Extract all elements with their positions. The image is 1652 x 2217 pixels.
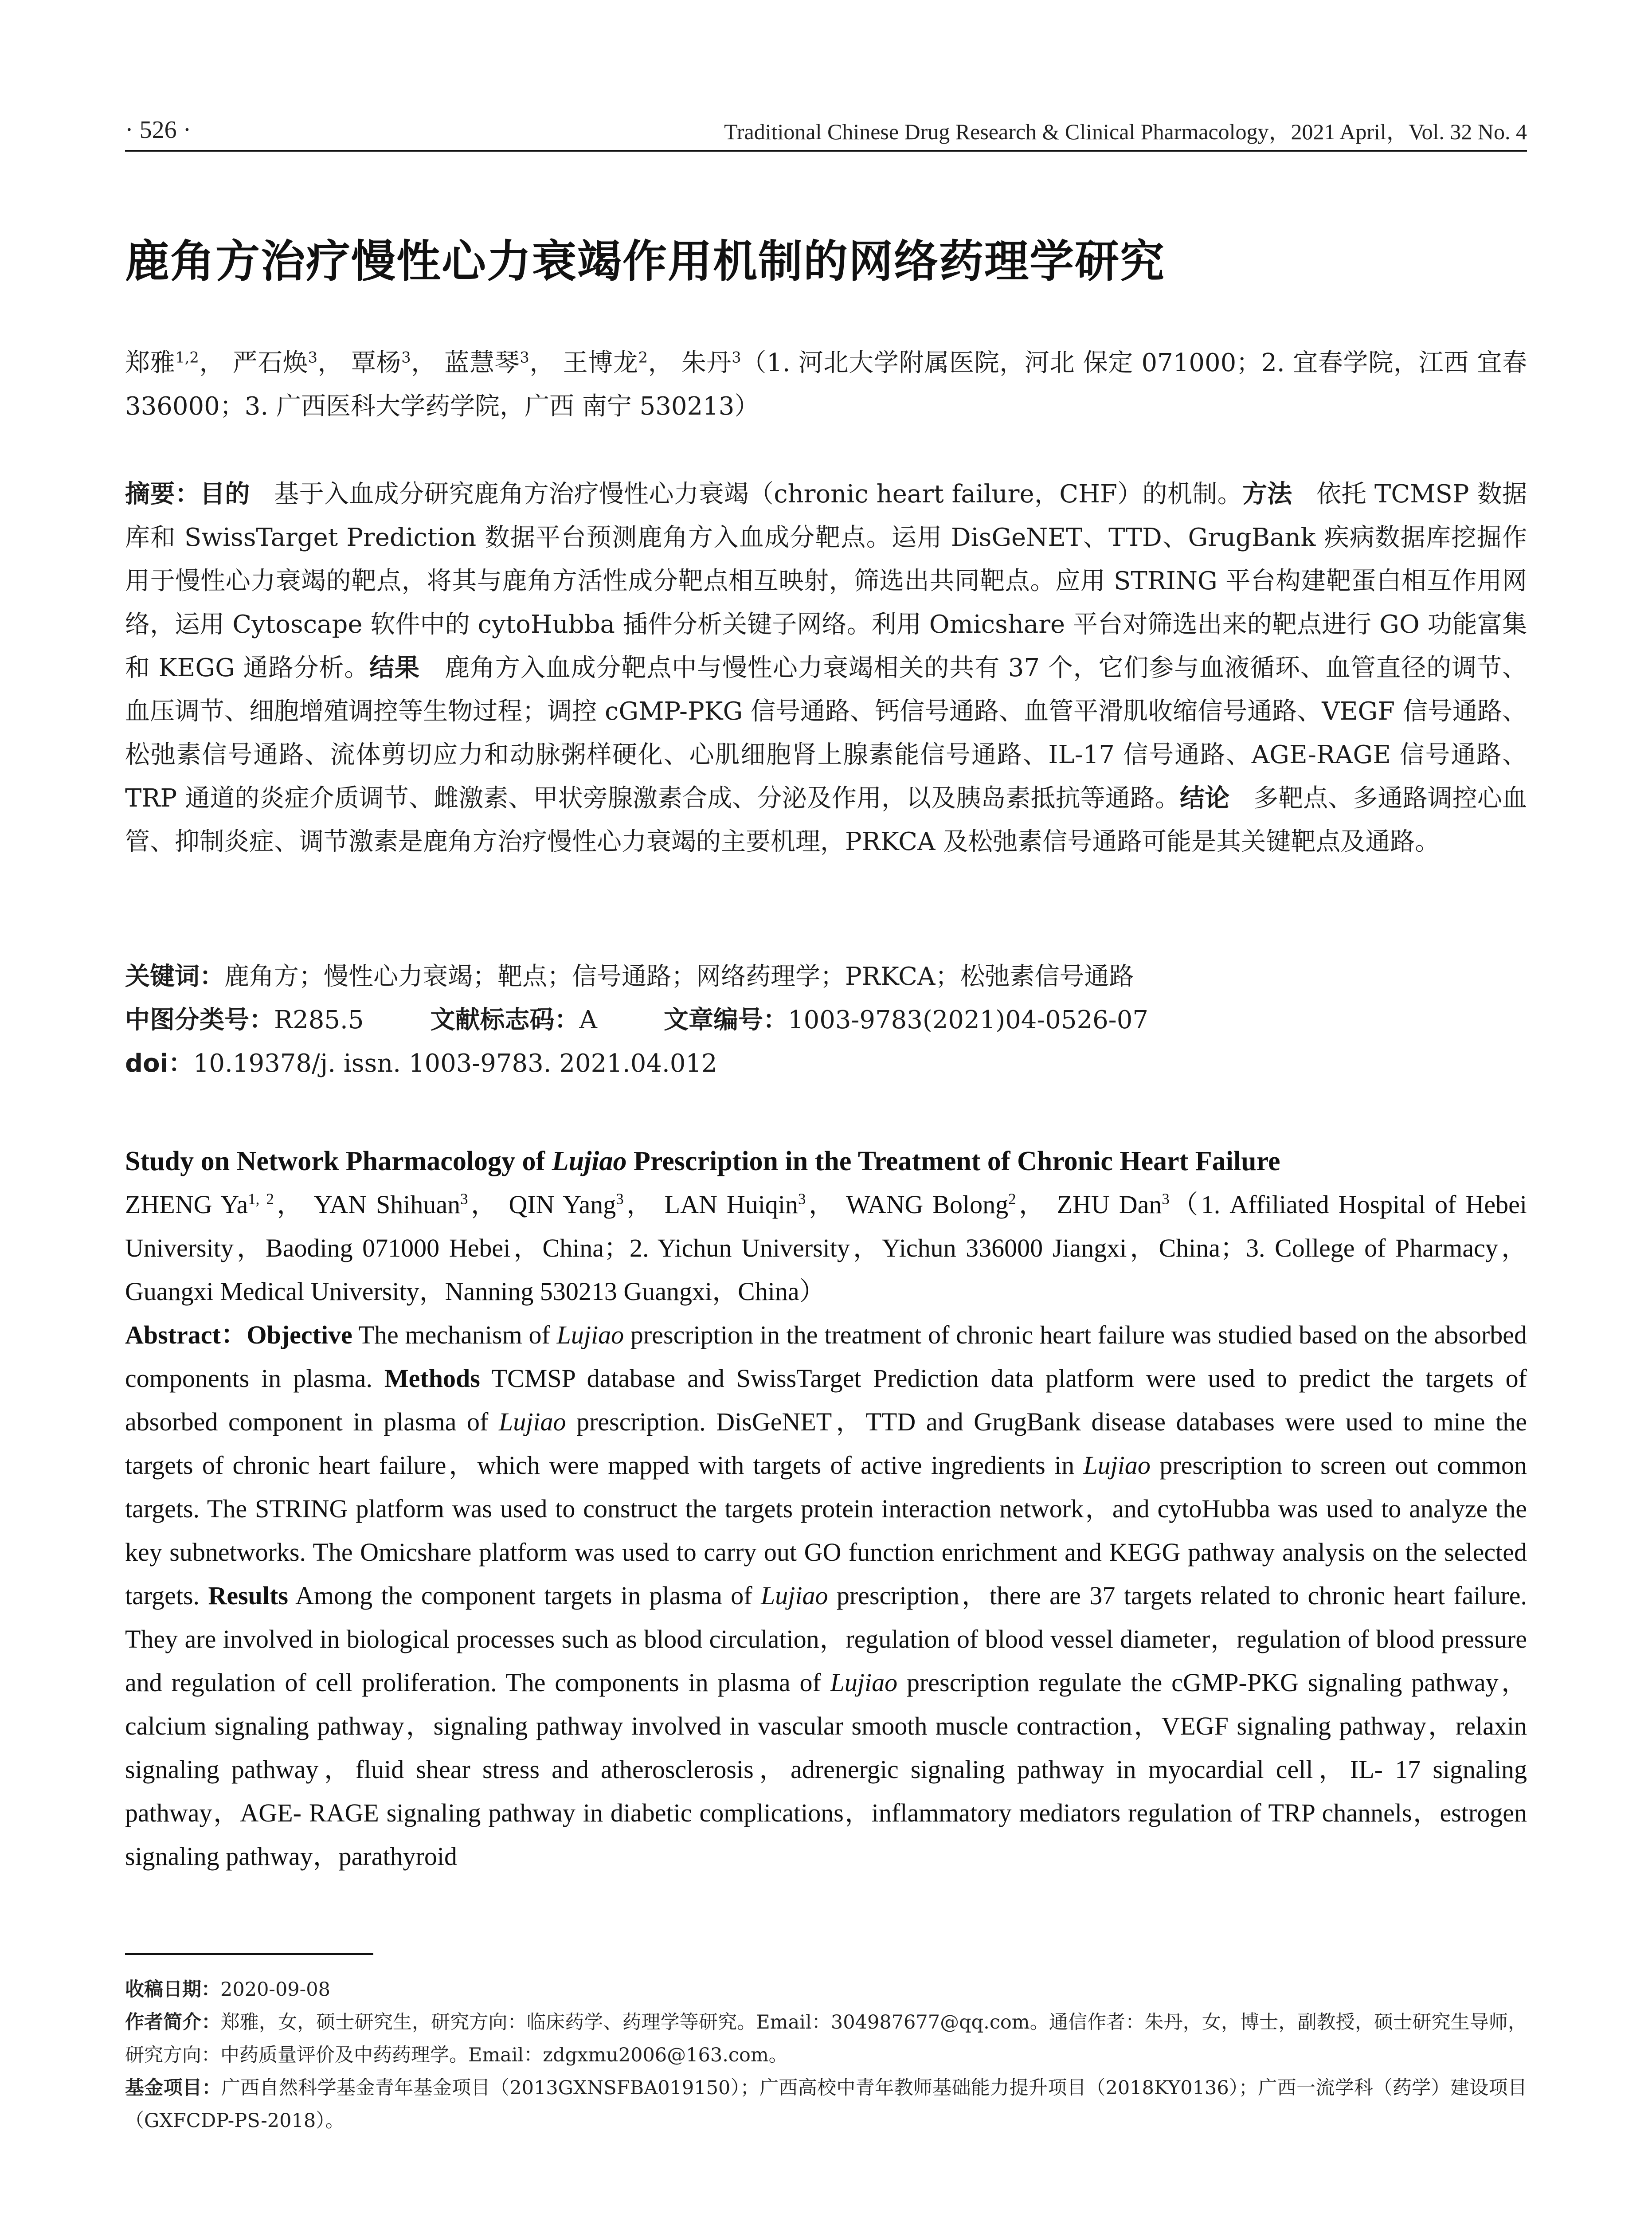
author-name: WANG Bolong	[846, 1190, 1009, 1219]
received-label: 收稿日期：	[125, 1978, 220, 2001]
results-text-en: Among the component targets in plasma of	[288, 1581, 761, 1610]
author-name: 郑雅	[125, 349, 176, 377]
lujiao-term: Lujiao	[556, 1320, 624, 1349]
abstract-cn	[125, 473, 1527, 864]
lujiao-term: Lujiao	[1083, 1451, 1151, 1480]
author-affiliation-mark: 3	[460, 1190, 468, 1208]
journal-citation: Traditional Chinese Drug Research & Clinical Pharmacology，2021 April，Vol. 32 No. 4	[724, 119, 1527, 144]
objective-text-en: prescription in the treatment of chronic heart failure was studied based on the absorbed components in plasma.	[125, 1320, 1527, 1393]
article-number	[664, 999, 1148, 1042]
article-number-label: 文章编号：	[663, 1006, 788, 1034]
keywords-text: 鹿角方；慢性心力衰竭；靶点；信号通路；网络药理学；PRKCA；松弛素信号通路	[224, 962, 1134, 991]
affiliations-cn: （1. 河北大学附属医院，河北 保定 071000；2. 宜春学院，江西 宜春 336000；3. 广西医科大学药学院，广西 南宁 530213）	[125, 349, 1527, 421]
title-en-part: Prescription in the Treatment of Chronic Heart Failure	[626, 1146, 1280, 1176]
author-bio-label: 作者简介：	[125, 2011, 221, 2033]
methods-label-en: Methods	[384, 1364, 480, 1393]
author-name: ZHU Dan	[1057, 1190, 1162, 1219]
methods-text-en: prescription. DisGeNET，TTD and GrugBank disease databases were used to mine the targets of chronic heart failure，which were mapped with targets of active ingredients in	[125, 1407, 1527, 1480]
funding-text: 广西自然科学基金青年基金项目（2013GXNSFBA019150）；广西高校中青年教师基础能力提升项目（2018KY0136）；广西一流学科（药学）建设项目（GXFCDP-PS-2018）。	[125, 2077, 1527, 2132]
author-affiliation-mark: 1, 2	[248, 1190, 274, 1208]
lujiao-term: Lujiao	[760, 1581, 828, 1610]
clc-value: R285.5	[274, 1006, 364, 1034]
footnotes	[125, 1973, 1527, 2137]
running-header	[125, 114, 1527, 145]
author-affiliation-mark: 1,2	[175, 349, 199, 366]
doi-label: doi：	[125, 1049, 193, 1078]
author-affiliation-mark: 3	[732, 349, 741, 366]
document-code	[430, 999, 597, 1042]
keywords-cn	[125, 955, 1527, 999]
author-bio	[125, 2006, 1527, 2072]
author-name: 严石焕	[232, 349, 308, 377]
funding-label: 基金项目：	[125, 2077, 221, 2099]
methods-text: 依托 TCMSP 数据库和 SwissTarget Prediction 数据平台预测鹿角方入血成分靶点。运用 DisGeNET、TTD、GrugBank 疾病数据库挖掘作用于慢性心力衰竭的靶点，将其与鹿角方活性成分靶点相互映射，筛选出共同靶点。应用 STRING 平台构建靶蛋白相互作用网络，运用 Cytoscape 软件中的 cytoHubba 插件分析关键子网络。利用 Omicshare 平台对筛选出来的靶点进行 GO 功能富集和 KEGG 通路分析。	[125, 480, 1527, 682]
clc-number	[125, 999, 364, 1042]
abstract-en	[125, 1313, 1527, 1878]
classification-line	[125, 999, 1527, 1042]
author-name: 蓝慧琴	[444, 349, 520, 377]
methods-text-en: TCMSP database and SwissTarget Prediction data platform were used to predict the targets of absorbed component in plasma of	[125, 1364, 1527, 1436]
author-affiliation-mark: 3	[401, 349, 411, 366]
results-text-en: prescription regulate the cGMP-PKG signaling pathway，calcium signaling pathway，signaling pathway involved in vascular smooth muscle contraction，VEGF signaling pathway，relaxin signaling pathway，fluid shear stress and atherosclerosis，adrenergic signaling pathway in myocardial cell，IL- 17 signaling pathway，AGE- RAGE signaling pathway in diabetic complications，inflammatory mediators regulation of TRP channels，estrogen signaling pathway，parathyroid	[125, 1668, 1527, 1871]
article-title-en	[125, 1140, 1527, 1183]
article-title-cn: 鹿角方治疗慢性心力衰竭作用机制的网络药理学研究	[125, 235, 1165, 287]
keywords-label: 关键词：	[125, 962, 224, 991]
page-number: · 526 ·	[125, 116, 192, 144]
footnote-rule	[125, 1953, 373, 1955]
author-affiliation-mark: 3	[520, 349, 529, 366]
author-name: 朱丹	[681, 349, 732, 377]
header-rule	[125, 150, 1527, 152]
document-code-value: A	[579, 1006, 597, 1034]
objective-label-en: Objective	[247, 1320, 352, 1349]
results-text: 鹿角方入血成分靶点中与慢性心力衰竭相关的共有 37 个，它们参与血液循环、血管直径的调节、血压调节、细胞增殖调控等生物过程；调控 cGMP-PKG 信号通路、钙信号通路、血管平滑肌收缩信号通路、VEGF 信号通路、松弛素信号通路、流体剪切应力和动脉粥样硬化、心肌细胞肾上腺素能信号通路、IL-17 信号通路、AGE-RAGE 信号通路、TRP 通道的炎症介质调节、雌激素、甲状旁腺激素合成、分泌及作用，以及胰岛素抵抗等通路。	[125, 654, 1527, 813]
authors-cn: 郑雅$^{1,2}$， 严石焕$^3$， 覃杨$^3$， 蓝慧琴$^3$， 王博龙$^2$， 朱丹$^3$（1. 河北大学附属医院，河北 保定 071000；2. 宜春学院，江西 宜春 336000；3. 广西医科大学药学院，广西 南宁 530213）	[125, 349, 1527, 421]
methods-label: 方法	[1242, 480, 1292, 509]
results-label: 结果	[369, 654, 420, 682]
author-affiliation-mark: 3	[798, 1190, 806, 1208]
results-label-en: Results	[208, 1581, 288, 1610]
methods-text-en: prescription to screen out common targets. The STRING platform was used to construct the targets protein interaction network，and cytoHubba was used to analyze the key subnetworks. The Omicshare platform was used to carry out GO function enrichment and KEGG pathway analysis on the selected targets.	[125, 1451, 1527, 1610]
received-value: 2020-09-08	[220, 1978, 330, 2001]
author-name: ZHENG Ya	[125, 1190, 248, 1219]
author-affiliation-mark: 3	[616, 1190, 624, 1208]
conclusion-text: 多靶点、多通路调控心血管、抑制炎症、调节激素是鹿角方治疗慢性心力衰竭的主要机理，PRKCA 及松弛素信号通路可能是其关键靶点及通路。	[125, 784, 1527, 856]
objective-text-en: The mechanism of	[352, 1320, 557, 1349]
objective-label: 目的	[200, 480, 250, 509]
author-name: YAN Shihuan	[313, 1190, 461, 1219]
conclusion-label: 结论	[1180, 784, 1230, 813]
author-affiliation-mark: 2	[1008, 1190, 1016, 1208]
authors-en: ZHENG Ya$^{1, 2}$， YAN Shihuan$^3$， QIN Yang$^3$， LAN Huiqin$^3$， WANG Bolong$^2$， ZHU Dan$^3$（1. Affiliated Hospital of Hebei University，Baoding 071000 Hebei，China；2. Yichun University，Yichun 336000 Jiangxi，China；3. College of Pharmacy，Guangxi Medical University，Nanning 530213 Guangxi，China）	[125, 1190, 1527, 1306]
author-name: 覃杨	[351, 349, 402, 377]
affiliations-en: （1. Affiliated Hospital of Hebei University，Baoding 071000 Hebei，China；2. Yichun University，Yichun 336000 Jiangxi，China；3. College of Pharmacy，Guangxi Medical University，Nanning 530213 Guangxi，China）	[125, 1190, 1527, 1306]
results-text-en: prescription，there are 37 targets related to chronic heart failure. They are involved in biological processes such as blood circulation，regulation of blood vessel diameter，regulation of blood pressure and regulation of cell proliferation. The components in plasma of	[125, 1581, 1527, 1697]
doi-value: 10.19378/j. issn. 1003-9783. 2021.04.012	[193, 1049, 717, 1078]
lujiao-term: Lujiao	[830, 1668, 898, 1697]
received-date	[125, 1973, 1527, 2006]
document-code-label: 文献标志码：	[430, 1006, 579, 1034]
doi-line	[125, 1042, 1527, 1085]
article-number-value: 1003-9783(2021)04-0526-07	[787, 1006, 1148, 1034]
author-bio-text: 郑雅，女，硕士研究生，研究方向：临床药学、药理学等研究。Email：304987677@qq.com。通信作者：朱丹，女，博士，副教授，硕士研究生导师，研究方向：中药质量评价及中药药理学。Email：zdgxmu2006@163.com。	[125, 2011, 1527, 2066]
author-affiliation-mark: 2	[638, 349, 648, 366]
author-affiliation-mark: 3	[1162, 1190, 1170, 1208]
author-affiliation-mark: 3	[308, 349, 317, 366]
title-en-part: Study on Network Pharmacology of	[125, 1146, 552, 1176]
author-name: LAN Huiqin	[664, 1190, 798, 1219]
title-en-italic: Lujiao	[552, 1146, 627, 1176]
clc-label: 中图分类号：	[125, 1006, 274, 1034]
author-name: 王博龙	[563, 349, 638, 377]
lujiao-term: Lujiao	[498, 1407, 566, 1436]
objective-text: 基于入血成分研究鹿角方治疗慢性心力衰竭（chronic heart failure，CHF）的机制。	[274, 480, 1242, 509]
funding	[125, 2072, 1527, 2137]
abstract-label: 摘要：	[125, 480, 200, 509]
abstract-label-en: Abstract：	[125, 1320, 247, 1349]
author-name: QIN Yang	[509, 1190, 616, 1219]
